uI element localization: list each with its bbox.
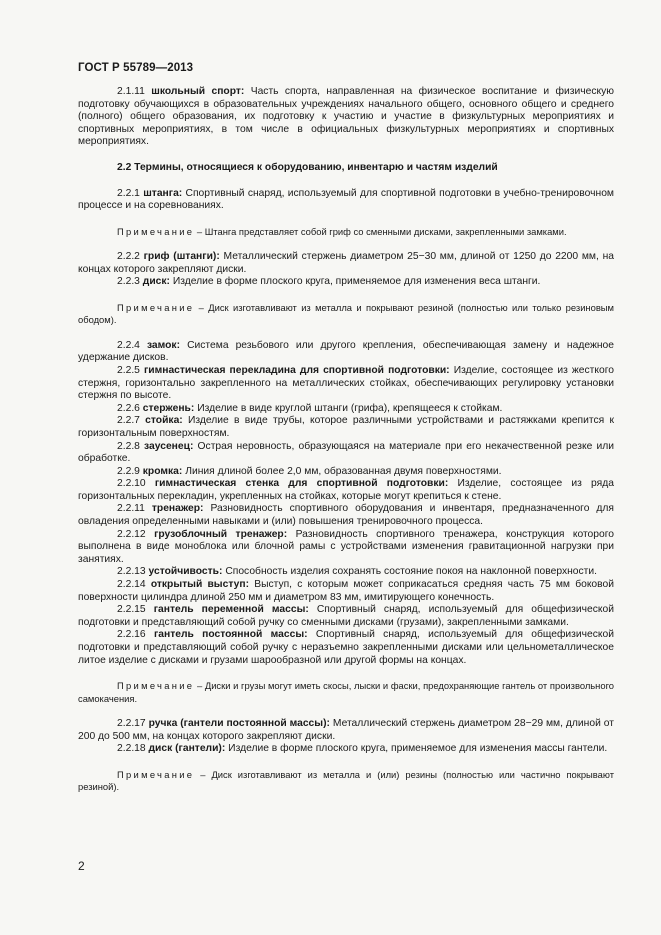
term-item: 2.2.15 гантель переменной массы: Спортивный снаряд, используемый для общефизической подготовки и представляющий собой ручку со сменными дисками (грузами), закрепленными замками. [78,604,614,628]
term-item: 2.2.14 открытый выступ: Выступ, с которым может соприкасаться средняя часть 75 мм боковой поверхности цилиндра длиной 250 мм и диаметром 83 мм, имитирующего конечность. [78,579,614,603]
note: Примечание – Штанга представляет собой гриф со сменными дисками, закрепленными замками. [117,225,567,237]
term-item: 2.2.1 штанга: Спортивный снаряд, используемый для спортивной подготовки в учебно-тренировочном процессе и на соревнованиях. [78,187,614,212]
page-number: 2 [78,859,85,873]
note-label: Примечание [117,301,195,313]
term-item: 2.2.10 гимнастическая стенка для спортивной подготовки: Изделие, состоящее из ряда горизонтальных перекладин, укрепленных на стойках, которые могут крепиться к стене. [78,478,614,502]
note-label: Примечание [117,680,195,692]
term-item: 2.2.16 гантель постоянной массы: Спортивный снаряд, используемый для общефизической подготовки и представляющий собой ручку с неразъемно закрепленными дисками или цельнометаллическое литое изделие с дисками и грузами шарообразной или другой формы на концах. [78,629,614,666]
document-header: ГОСТ Р 55789—2013 [78,62,194,74]
note: Примечание – Диск изготавливают из металла и (или) резины (полностью или частично покрывают резиной). [78,768,614,793]
term-item: 2.2.9 кромка: Линия длиной более 2,0 мм, образованная двумя поверхностями. [117,465,502,477]
term-item: 2.2.12 грузоблочный тренажер: Разновидность спортивного тренажера, конструкция которого выполнена в виде моноблока или блочной рамы с устройствами изменения гравитационной нагрузки при занятиях. [78,528,614,565]
term-item: 2.2.4 замок: Система резьбового или другого крепления, обеспечивающая замену и надежное удержание дисков. [78,339,614,364]
term-item: 2.2.3 диск: Изделие в форме плоского круга, применяемое для изменения веса штанги. [117,276,541,288]
term-item: 2.2.11 тренажер: Разновидность спортивного оборудования и инвентаря, предназначенного для овладения определенными навыками и (или) повышения тренировочного процесса. [78,503,614,528]
term-2-1-11 [78,86,614,149]
term-definition: Часть спорта, направленная на физическое воспитание и физическую подготовку обучающихся в образовательных учреждениях начального общего, основного общего и среднего (полного) общего образования, их подготовку к участию и участие в физкультурных мероприятиях и спортивных мероприятиях, в том числе в официальных физкультурных мероприятиях и спортивных мероприятиях. [78,86,614,148]
term-item: 2.2.6 стержень: Изделие в виде круглой штанги (грифа), крепящееся к стойкам. [117,402,503,414]
term-item: 2.2.8 заусенец: Острая неровность, образующаяся на материале при его некачественной резке или обработке. [78,440,614,465]
term-number: 2.1.11 [117,86,145,97]
note-label: Примечание [117,225,195,237]
note-label: Примечание [117,768,195,780]
note: Примечание – Диски и грузы могут иметь скосы, лыски и фаски, предохраняющие гантель от произвольного самокачения. [78,680,614,704]
term-item: 2.2.2 гриф (штанги): Металлический стержень диаметром 25−30 мм, длиной от 1250 до 2200 мм, на концах которого закрепляют диски. [78,251,614,275]
section-title: 2.2 Термины, относящиеся к оборудованию, инвентарю и частям изделий [117,161,498,173]
term-item: 2.2.17 ручка (гантели постоянной массы): Металлический стержень диаметром 28−29 мм, длиной от 200 до 500 мм, на концах которого закрепляют диски. [78,718,614,742]
note: Примечание – Диск изготавливают из металла и покрывают резиной (полностью или только резиновым ободом). [78,301,614,326]
document-body [78,86,614,794]
term-item: 2.2.5 гимнастическая перекладина для спортивной подготовки: Изделие, состоящее из жесткого стержня, горизонтально закрепленного на металлических стойках, обеспечивающих регулировку установки стержня по высоте. [78,364,614,402]
term-item: 2.2.18 диск (гантели): Изделие в форме плоского круга, применяемое для изменения массы гантели. [117,743,608,755]
term-item: 2.2.13 устойчивость: Способность изделия сохранять состояние покоя на наклонной поверхности. [117,566,598,578]
term-name: школьный спорт: [151,86,245,97]
term-item: 2.2.7 стойка: Изделие в виде трубы, которое различными устройствами и растяжками крепится к горизонтальным поверхностям. [78,415,614,439]
